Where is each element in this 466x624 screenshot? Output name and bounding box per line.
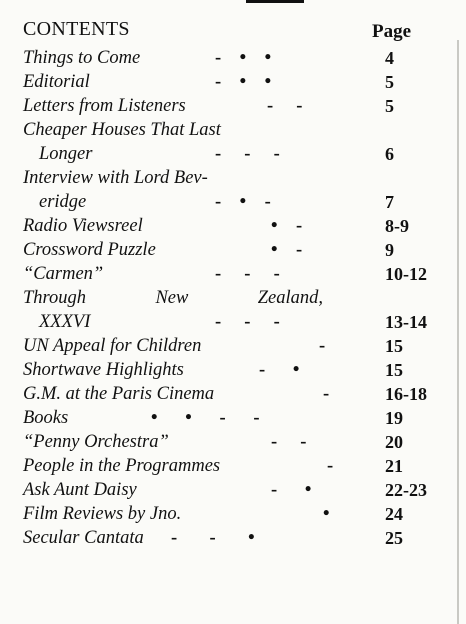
entry-title: People in the Programmes [23,456,221,476]
toc-entry[interactable] [23,406,443,430]
dot-leaders: • [323,504,330,524]
toc-entry[interactable] [23,358,443,382]
entry-title-continued: eridge [39,192,87,212]
dot-leaders: - [327,456,334,476]
entry-title: Ask Aunt Daisy [23,480,137,500]
entry-page: 21 [385,456,403,476]
dot-leaders: - • • [215,48,272,68]
column-rule [457,40,459,624]
toc-entry[interactable] [23,526,443,550]
toc-entry[interactable] [23,46,443,70]
dot-leaders: - - - [215,264,280,284]
entry-page: 24 [385,504,403,524]
toc-entry[interactable] [23,454,443,478]
entry-page: 7 [385,192,394,212]
dot-leaders: - - - [215,312,280,332]
entry-title-line: Cheaper Houses That Last [23,120,221,140]
entry-page: 13-14 [385,312,427,332]
dot-leaders: - [323,384,330,404]
dot-leaders: • - [271,216,303,236]
entry-page: 4 [385,48,394,68]
toc-entry[interactable] [23,94,443,118]
entry-title-line: Interview with Lord Bev- [23,168,208,188]
entry-title: “Penny Orchestra” [23,432,169,452]
entry-page: 15 [385,336,403,356]
entry-title: Shortwave Highlights [23,360,184,380]
dot-leaders: - • [259,360,300,380]
entry-title: G.M. at the Paris Cinema [23,384,215,404]
entry-title-continued: Longer [39,144,93,164]
entry-page: 15 [385,360,403,380]
toc-entry[interactable] [23,166,443,214]
dot-leaders: - - • [171,528,255,548]
entry-title: Radio Viewsreel [23,216,143,236]
entry-page: 20 [385,432,403,452]
toc-entry[interactable] [23,382,443,406]
entry-title-line: Through New Zealand, [23,288,323,308]
toc-entry[interactable] [23,430,443,454]
entry-title-continued: XXXVI [39,312,91,332]
entry-page: 9 [385,240,394,260]
dot-leaders: - • - [215,192,271,212]
contents-list [23,46,443,550]
entry-page: 16-18 [385,384,427,404]
entry-title: UN Appeal for Children [23,336,202,356]
contents-header [23,18,433,48]
dot-leaders: • • - - [151,408,260,428]
entry-page: 22-23 [385,480,427,500]
dot-leaders: - - - [215,144,280,164]
toc-entry[interactable] [23,502,443,526]
toc-entry[interactable] [23,214,443,238]
entry-page: 6 [385,144,394,164]
dot-leaders: - - [267,96,303,116]
toc-entry[interactable] [23,70,443,94]
entry-title: Books [23,408,69,428]
dot-leaders: - [319,336,326,356]
entry-title: Film Reviews by Jno. [23,504,182,524]
entry-title: Letters from Listeners [23,96,186,116]
entry-page: 10-12 [385,264,427,284]
toc-entry[interactable] [23,478,443,502]
dot-leaders: - • [271,480,312,500]
contents-heading: CONTENTS [23,18,130,40]
entry-title: Editorial [23,72,90,92]
dot-leaders: - • • [215,72,272,92]
toc-entry[interactable] [23,334,443,358]
dot-leaders: - - [271,432,307,452]
dot-leaders: • - [271,240,303,260]
entry-title: Things to Come [23,48,141,68]
entry-title: Secular Cantata [23,528,144,548]
top-rule [246,0,304,3]
entry-page: 5 [385,72,394,92]
page-column-heading: Page [372,21,412,42]
entry-title: Crossword Puzzle [23,240,156,260]
toc-entry[interactable] [23,262,443,286]
entry-page: 5 [385,96,394,116]
toc-entry[interactable] [23,118,443,166]
entry-page: 25 [385,528,403,548]
entry-page: 19 [385,408,403,428]
toc-entry[interactable] [23,286,443,334]
entry-page: 8-9 [385,216,409,236]
entry-title: “Carmen” [23,264,104,284]
toc-entry[interactable] [23,238,443,262]
